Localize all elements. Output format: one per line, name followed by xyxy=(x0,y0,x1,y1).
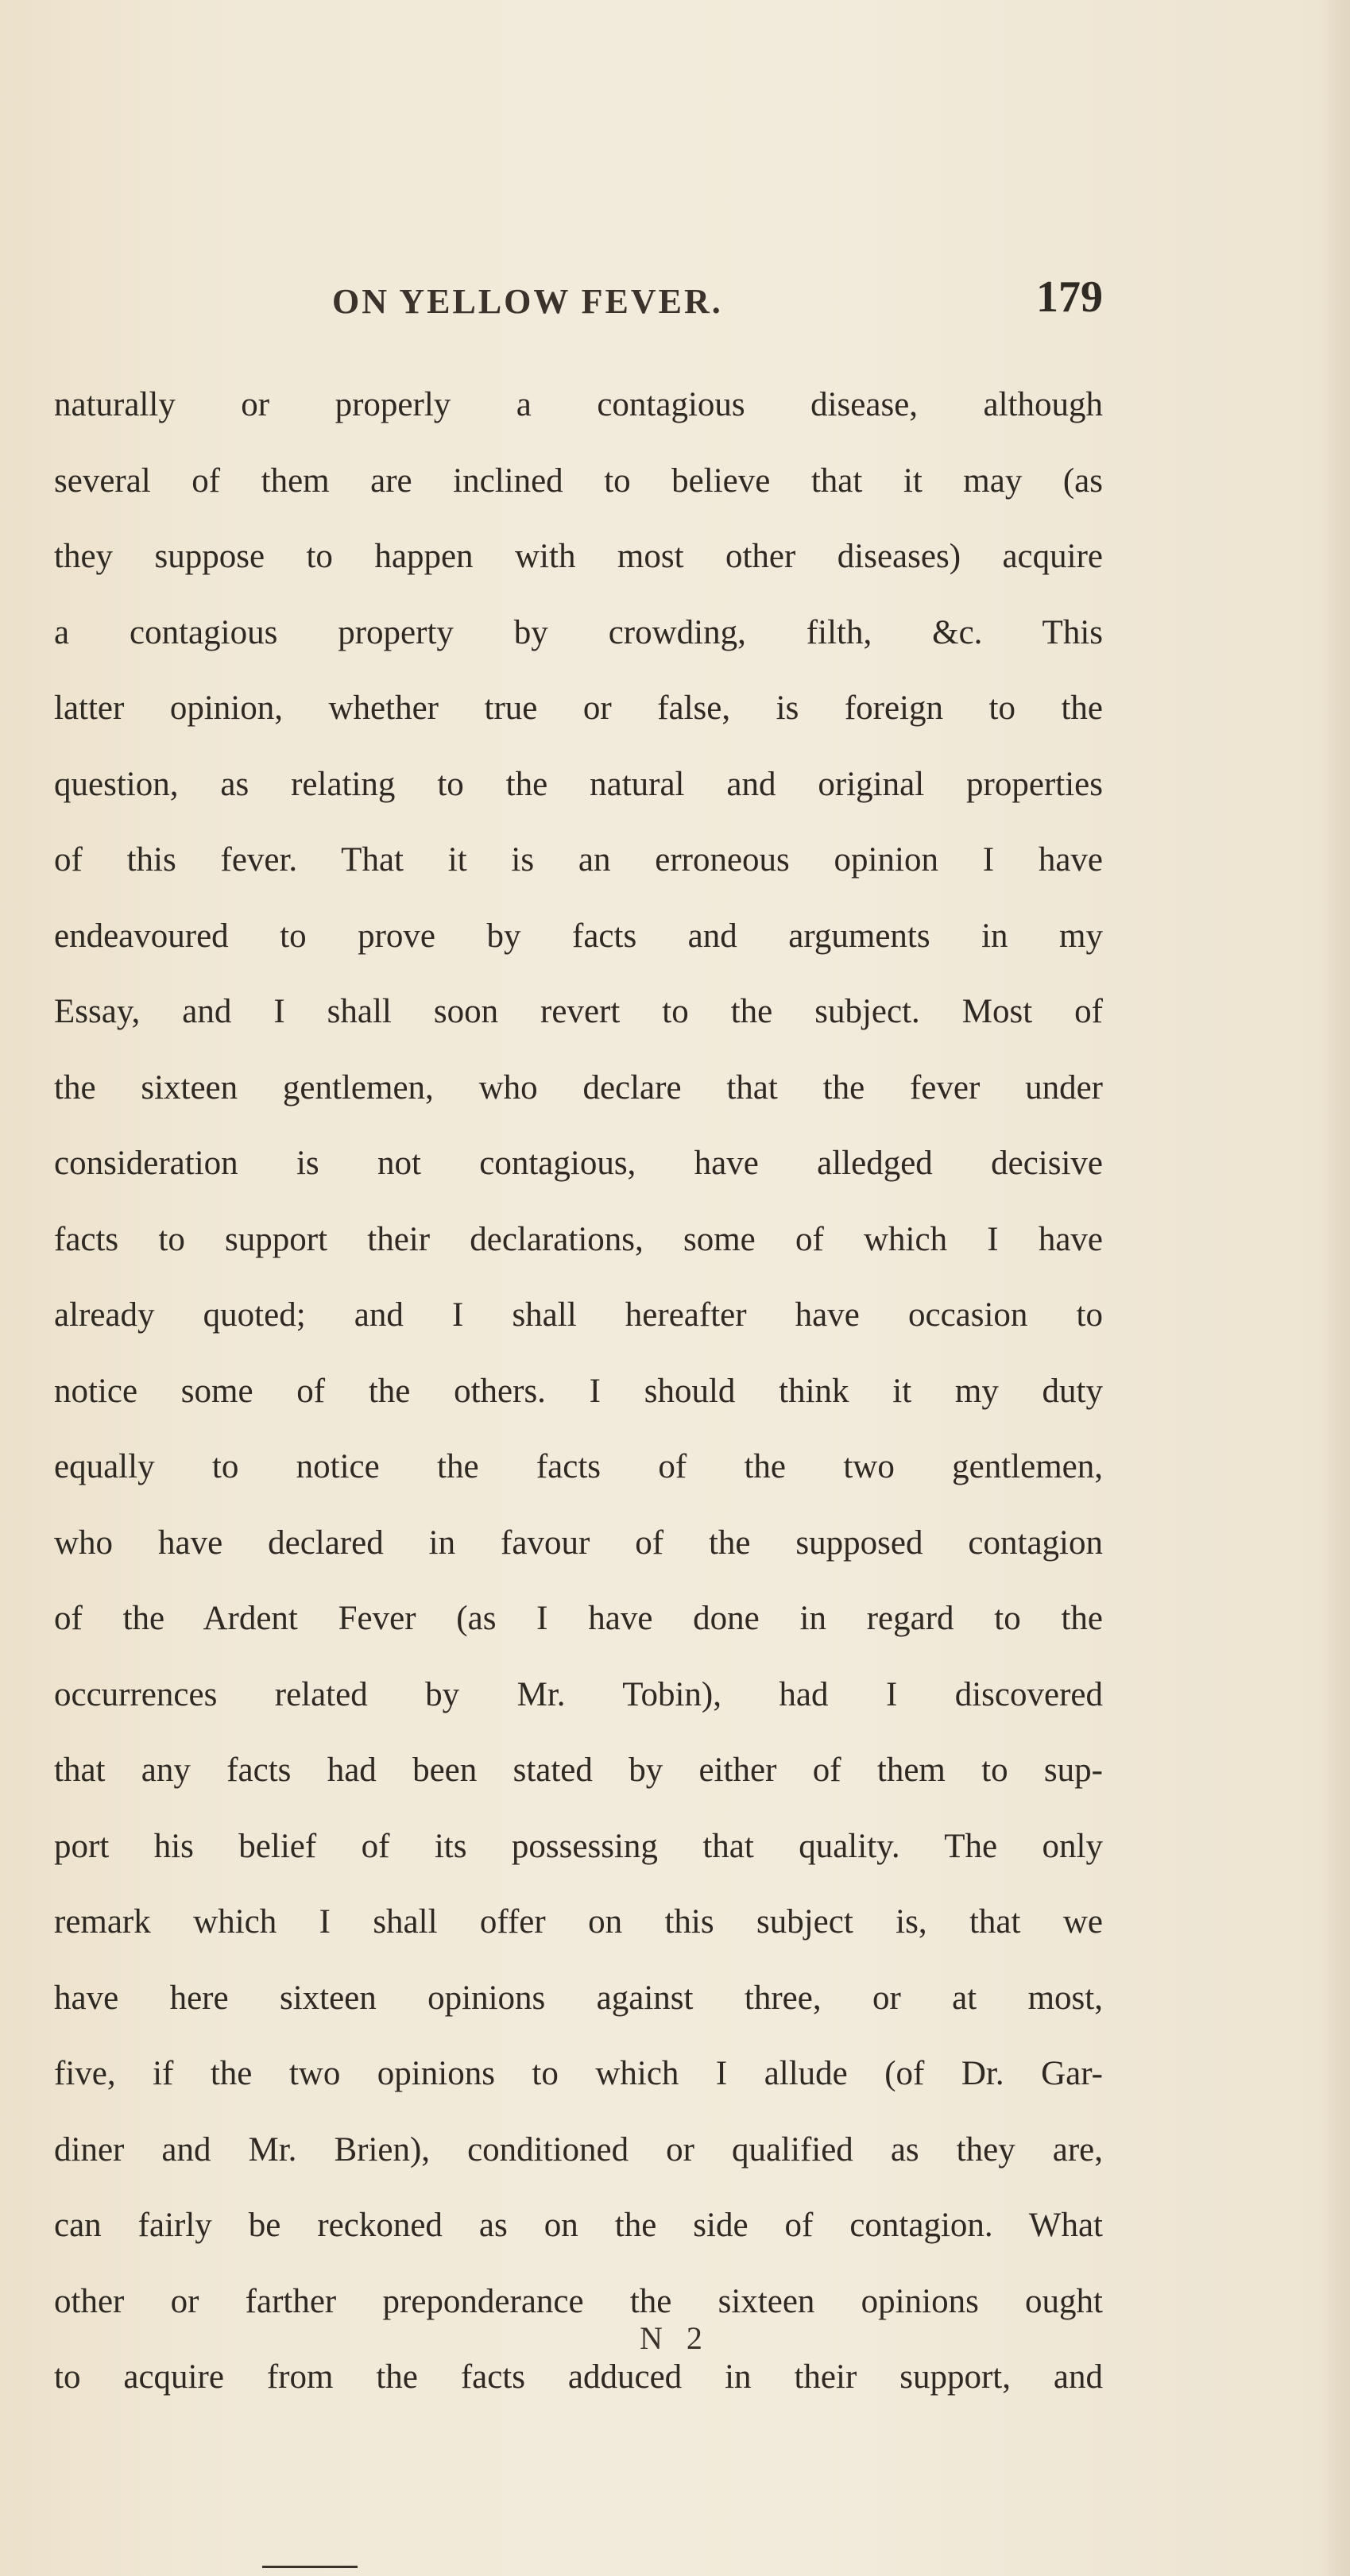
text-line: remark which I shall offer on this subject is, that we xyxy=(54,1903,1103,1941)
running-head xyxy=(54,272,1103,332)
text-line: notice some of the others. I should think it my duty xyxy=(54,1372,1103,1410)
text-line: the sixteen gentlemen, who declare that the fever under xyxy=(54,1068,1103,1106)
text-line: other or farther preponderance the sixteen opinions ought xyxy=(54,2282,1103,2320)
signature-mark: N 2 xyxy=(640,2320,710,2356)
text-line: port his belief of its possessing that quality. The only xyxy=(54,1827,1103,1865)
bottom-rule xyxy=(262,2566,358,2568)
body-text xyxy=(54,367,1103,2416)
page-edge-shadow xyxy=(1318,0,1350,2576)
text-line: question, as relating to the natural and original properties xyxy=(54,765,1103,803)
text-line: endeavoured to prove by facts and arguments in my xyxy=(54,917,1103,955)
text-line: can fairly be reckoned as on the side of contagion. What xyxy=(54,2207,1103,2244)
text-line: of this fever. That it is an erroneous opinion I have xyxy=(54,841,1103,879)
page-number: 179 xyxy=(1036,272,1103,322)
text-line: to acquire from the facts adduced in their support, and xyxy=(54,2358,1103,2396)
text-line: that any facts had been stated by either of them to sup- xyxy=(54,1751,1103,1789)
text-line: a contagious property by crowding, filth, &c. This xyxy=(54,613,1103,651)
text-line: Essay, and I shall soon revert to the subject. Most of xyxy=(54,993,1103,1030)
text-line: diner and Mr. Brien), conditioned or qualified as they are, xyxy=(54,2130,1103,2169)
text-line: of the Ardent Fever (as I have done in regard to the xyxy=(54,1600,1103,1637)
text-line: have here sixteen opinions against three, or at most, xyxy=(54,1979,1103,2017)
text-line: naturally or properly a contagious disease, although xyxy=(54,386,1103,423)
text-line: facts to support their declarations, some of which I have xyxy=(54,1220,1103,1258)
text-line: equally to notice the facts of the two gentlemen, xyxy=(54,1448,1103,1485)
text-line: already quoted; and I shall hereafter have occasion to xyxy=(54,1296,1103,1334)
text-line: they suppose to happen with most other diseases) acquire xyxy=(54,538,1103,575)
running-head-title: ON YELLOW FEVER. xyxy=(332,282,723,321)
text-line: latter opinion, whether true or false, is foreign to the xyxy=(54,689,1103,727)
text-line: occurrences related by Mr. Tobin), had I discovered xyxy=(54,1675,1103,1713)
text-line: who have declared in favour of the supposed contagion xyxy=(54,1524,1103,1562)
text-line: five, if the two opinions to which I allude (of Dr. Gar- xyxy=(54,2055,1103,2092)
text-line: consideration is not contagious, have alledged decisive xyxy=(54,1145,1103,1182)
text-line: several of them are inclined to believe that it may (as xyxy=(54,462,1103,500)
